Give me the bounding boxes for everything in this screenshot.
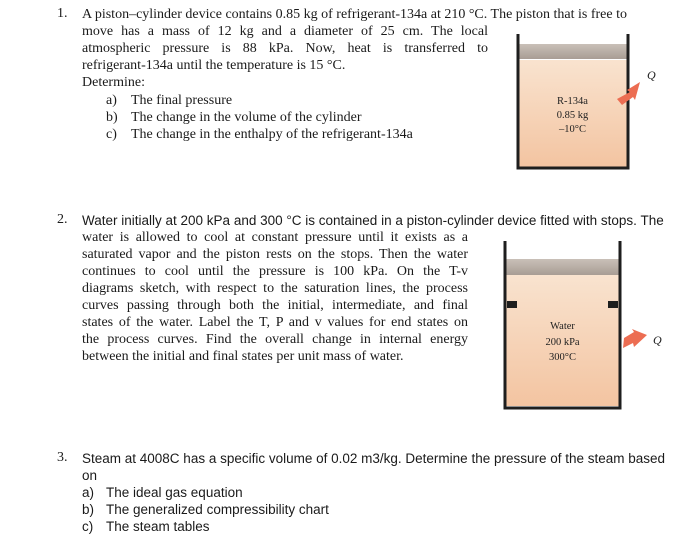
problem-1-line-1: A piston–cylinder device contains 0.85 kg of refrigerant-134a at 210 °C. The piston that is free to (82, 7, 627, 22)
figure-1-label-mass: 0.85 kg (556, 110, 589, 121)
problem-2-line-2: water is allowed to cool at constant pressure until it exists as a (82, 230, 468, 245)
problem-3-line-1: Steam at 4008C has a specific volume of 0.02 m3/kg. Determine the pressure of the steam based (82, 451, 666, 466)
problem-1-determine: Determine: (82, 75, 145, 90)
problem-3-item-a: The ideal gas equation (106, 485, 243, 500)
figure-2-label-substance: Water (550, 321, 575, 332)
problem-1-item-a: The final pressure (131, 93, 233, 108)
problem-3-number: 3. (57, 450, 68, 465)
figure-1-heat-label: Q (647, 68, 656, 82)
figure-1-label-temperature: –10°C (559, 124, 586, 135)
problem-2-line-9: between the initial and final states per unit mass of water. (82, 349, 404, 364)
problem-2-number: 2. (57, 212, 68, 227)
problem-3-item-b-marker: b) (82, 502, 95, 517)
problem-1-item-c: The change in the enthalpy of the refrigerant-134a (131, 127, 413, 142)
heat-arrow-icon (623, 329, 647, 348)
problem-2-line-3: saturated vapor and the piston rests on the stops. Then the water (82, 247, 468, 262)
problem-3-item-b: The generalized compressibility chart (106, 502, 329, 517)
figure-2-label-pressure: 200 kPa (545, 337, 580, 348)
problem-2-line-7: states of the water. Label the T, P and v values for end states on (82, 315, 468, 330)
problem-2-line-8: the process curves. Find the overall change in internal energy (82, 332, 468, 347)
problem-1-number: 1. (57, 6, 68, 21)
right-stop (608, 301, 618, 308)
problem-3-item-c: The steam tables (106, 519, 210, 534)
problem-1-item-b-marker: b) (106, 110, 118, 125)
problem-2-line-6: curves passing through both the initial, intermediate, and final (82, 298, 468, 313)
problem-2-line-1: Water initially at 200 kPa and 300 °C is contained in a piston-cylinder device fitted with stops. The (82, 213, 664, 228)
piston (506, 259, 619, 275)
problem-3-line-2: on (82, 468, 98, 483)
piston (519, 44, 627, 59)
figure-2-label-temperature: 300°C (549, 352, 576, 363)
problem-3-item-c-marker: c) (82, 519, 94, 534)
figure-1-label-substance: R-134a (557, 96, 588, 107)
problem-2-line-5: diagrams sketch, with respect to the saturation lines, the process (82, 281, 468, 296)
problem-3-item-a-marker: a) (82, 485, 95, 500)
figure-2-heat-label: Q (653, 333, 662, 347)
problem-2-line-4: continues to cool until the pressure is 100 kPa. On the T-v (82, 264, 468, 279)
problem-1-item-a-marker: a) (106, 93, 117, 108)
problem-1-item-c-marker: c) (106, 127, 117, 142)
problem-1-item-b: The change in the volume of the cylinder (131, 110, 362, 125)
problem-1-line-3: atmospheric pressure is 88 kPa. Now, heat is transferred to (82, 41, 488, 56)
left-stop (507, 301, 517, 308)
problem-1-line-2: move has a mass of 12 kg and a diameter of 25 cm. The local (82, 24, 488, 39)
problem-1-line-4: refrigerant-134a until the temperature is 15 °C. (82, 58, 346, 73)
